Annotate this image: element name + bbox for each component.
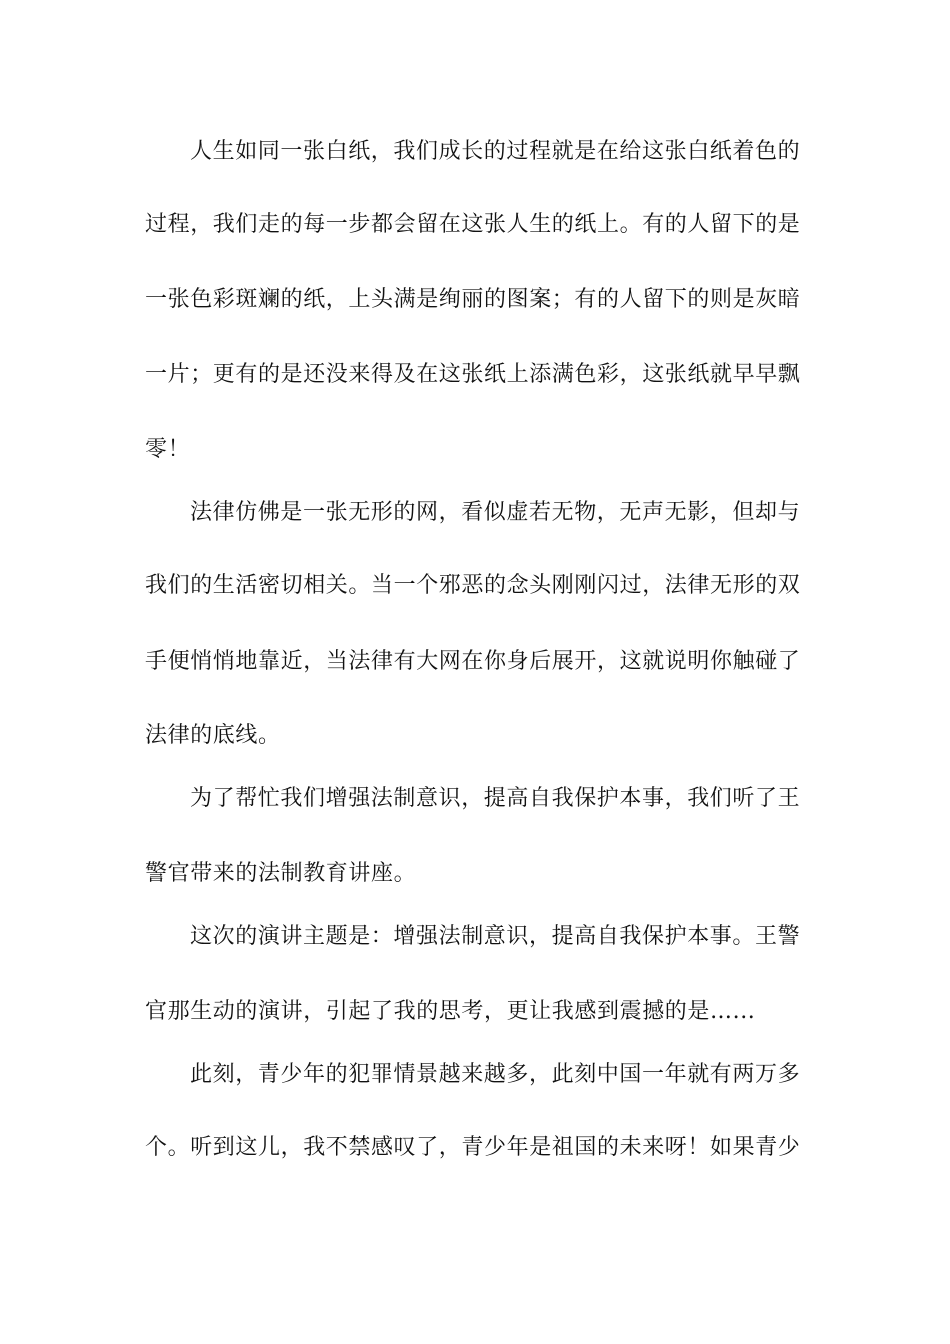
paragraph-5-line-2: 个。听到这儿，我不禁感叹了，青少年是祖国的未来呀！如果青少: [145, 1135, 801, 1160]
paragraph-2-line-1: 法律仿佛是一张无形的网，看似虚若无物，无声无影，但却与: [190, 500, 801, 525]
paragraph-3-line-1: 为了帮忙我们增强法制意识，提高自我保护本事，我们听了王: [190, 786, 801, 811]
paragraph-1-line-5: 零！: [145, 437, 191, 462]
paragraph-2-line-2: 我们的生活密切相关。当一个邪恶的念头刚刚闪过，法律无形的双: [145, 573, 801, 598]
paragraph-1-line-4: 一片；更有的是还没来得及在这张纸上添满色彩，这张纸就早早飘: [145, 362, 801, 387]
paragraph-5-line-1: 此刻，青少年的犯罪情景越来越多，此刻中国一年就有两万多: [190, 1062, 801, 1087]
paragraph-2-line-3: 手便悄悄地靠近，当法律有大网在你身后展开，这就说明你触碰了: [145, 649, 801, 674]
paragraph-4-line-2: 官那生动的演讲，引起了我的思考，更让我感到震撼的是…...: [145, 999, 756, 1024]
paragraph-1-line-1: 人生如同一张白纸，我们成长的过程就是在给这张白纸着色的: [190, 139, 801, 164]
paragraph-1-line-2: 过程，我们走的每一步都会留在这张人生的纸上。有的人留下的是: [145, 212, 801, 237]
paragraph-2-line-4: 法律的底线。: [145, 723, 281, 748]
paragraph-3-line-2: 警官带来的法制教育讲座。: [145, 861, 417, 886]
paragraph-1-line-3: 一张色彩斑斓的纸，上头满是绚丽的图案；有的人留下的则是灰暗: [145, 287, 801, 312]
paragraph-4-line-1: 这次的演讲主题是：增强法制意识，提高自我保护本事。王警: [190, 924, 801, 949]
